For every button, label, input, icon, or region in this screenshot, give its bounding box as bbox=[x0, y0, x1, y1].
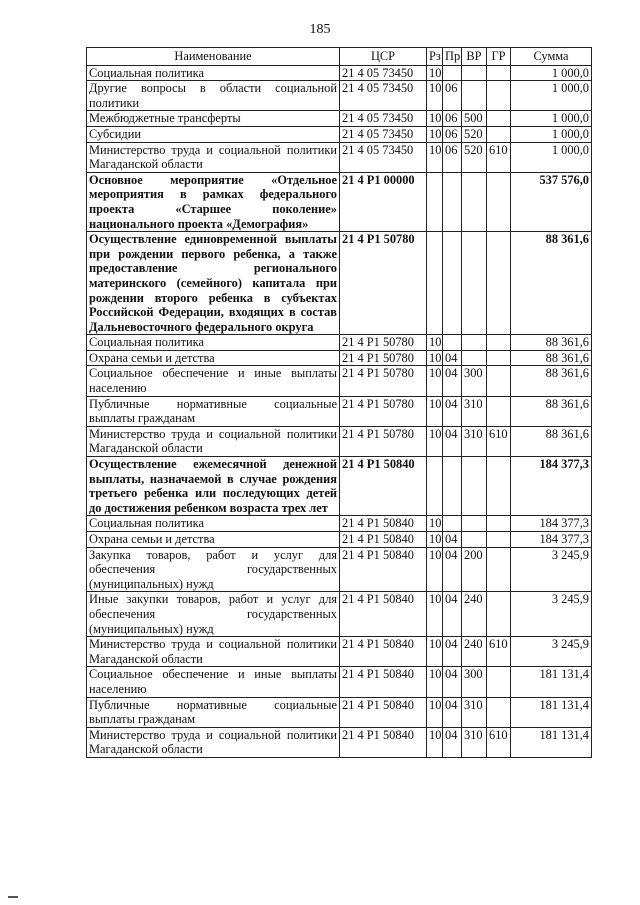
cell-sum: 1 000,0 bbox=[511, 126, 592, 142]
cell-csr: 21 4 P1 00000 bbox=[340, 172, 427, 231]
cell-csr: 21 4 P1 50840 bbox=[340, 457, 427, 516]
cell-pr: 06 bbox=[443, 126, 462, 142]
cell-csr: 21 4 P1 50840 bbox=[340, 727, 427, 757]
cell-sum: 181 131,4 bbox=[511, 667, 592, 697]
cell-pr: 04 bbox=[443, 697, 462, 727]
cell-name: Другие вопросы в области социальной политики bbox=[87, 81, 340, 111]
cell-rz: 10 bbox=[427, 111, 443, 127]
cell-csr: 21 4 P1 50840 bbox=[340, 637, 427, 667]
cell-pr bbox=[443, 232, 462, 335]
cell-rz: 10 bbox=[427, 350, 443, 366]
cell-sum: 88 361,6 bbox=[511, 232, 592, 335]
cell-rz: 10 bbox=[427, 727, 443, 757]
table-row bbox=[87, 637, 592, 667]
cell-rz: 10 bbox=[427, 426, 443, 456]
header-rz: Рз bbox=[427, 48, 443, 66]
table-row bbox=[87, 426, 592, 456]
cell-csr: 21 4 P1 50840 bbox=[340, 667, 427, 697]
table-header-row bbox=[87, 48, 592, 66]
cell-rz: 10 bbox=[427, 547, 443, 592]
cell-pr bbox=[443, 172, 462, 231]
cell-vr: 500 bbox=[462, 111, 487, 127]
cell-gr: 610 bbox=[487, 426, 511, 456]
cell-sum: 88 361,6 bbox=[511, 350, 592, 366]
cell-name: Осуществление единовременной выплаты при рождении первого ребенка, а также предоставление регионального материнского (семейного) капитала при рождении второго ребенка в субъектах Российской Федерации, входящих в состав Дальневосточного федерального округа bbox=[87, 232, 340, 335]
cell-pr: 06 bbox=[443, 142, 462, 172]
cell-name: Социальная политика bbox=[87, 65, 340, 81]
cell-name: Охрана семьи и детства bbox=[87, 350, 340, 366]
cell-sum: 181 131,4 bbox=[511, 727, 592, 757]
cell-name: Осуществление ежемесячной денежной выплаты, назначаемой в случае рождения третьего ребенка или последующих детей до достижения ребенком возраста трех лет bbox=[87, 457, 340, 516]
cell-gr bbox=[487, 126, 511, 142]
cell-sum: 184 377,3 bbox=[511, 457, 592, 516]
cell-rz: 10 bbox=[427, 126, 443, 142]
cell-csr: 21 4 P1 50780 bbox=[340, 426, 427, 456]
cell-gr: 610 bbox=[487, 142, 511, 172]
cell-vr: 310 bbox=[462, 426, 487, 456]
cell-rz: 10 bbox=[427, 142, 443, 172]
cell-pr: 06 bbox=[443, 111, 462, 127]
cell-rz: 10 bbox=[427, 637, 443, 667]
table-row bbox=[87, 111, 592, 127]
table-row bbox=[87, 350, 592, 366]
cell-pr: 04 bbox=[443, 532, 462, 548]
header-vr: ВР bbox=[462, 48, 487, 66]
cell-name: Социальная политика bbox=[87, 516, 340, 532]
cell-rz: 10 bbox=[427, 366, 443, 396]
cell-gr bbox=[487, 366, 511, 396]
table-row bbox=[87, 335, 592, 351]
cell-vr bbox=[462, 532, 487, 548]
cell-csr: 21 4 P1 50780 bbox=[340, 350, 427, 366]
table-row bbox=[87, 396, 592, 426]
cell-csr: 21 4 P1 50840 bbox=[340, 516, 427, 532]
cell-name: Социальное обеспечение и иные выплаты населению bbox=[87, 366, 340, 396]
table-row bbox=[87, 81, 592, 111]
cell-vr bbox=[462, 350, 487, 366]
cell-pr: 04 bbox=[443, 592, 462, 637]
cell-pr: 04 bbox=[443, 396, 462, 426]
cell-sum: 1 000,0 bbox=[511, 142, 592, 172]
cell-name: Иные закупки товаров, работ и услуг для обеспечения государственных (муниципальных) нужд bbox=[87, 592, 340, 637]
table-row bbox=[87, 727, 592, 757]
cell-rz bbox=[427, 457, 443, 516]
header-sum: Сумма bbox=[511, 48, 592, 66]
cell-csr: 21 4 P1 50780 bbox=[340, 232, 427, 335]
cell-csr: 21 4 P1 50840 bbox=[340, 592, 427, 637]
cell-name: Публичные нормативные социальные выплаты гражданам bbox=[87, 396, 340, 426]
cell-rz: 10 bbox=[427, 81, 443, 111]
table-row bbox=[87, 366, 592, 396]
cell-name: Закупка товаров, работ и услуг для обеспечения государственных (муниципальных) нужд bbox=[87, 547, 340, 592]
header-csr: ЦСР bbox=[340, 48, 427, 66]
cell-gr: 610 bbox=[487, 727, 511, 757]
cell-rz: 10 bbox=[427, 65, 443, 81]
cell-gr bbox=[487, 335, 511, 351]
cell-csr: 21 4 P1 50780 bbox=[340, 335, 427, 351]
cell-csr: 21 4 P1 50840 bbox=[340, 532, 427, 548]
cell-gr bbox=[487, 667, 511, 697]
cell-vr: 310 bbox=[462, 396, 487, 426]
cell-sum: 537 576,0 bbox=[511, 172, 592, 231]
cell-pr: 04 bbox=[443, 547, 462, 592]
cell-sum: 88 361,6 bbox=[511, 426, 592, 456]
cell-sum: 88 361,6 bbox=[511, 335, 592, 351]
cell-name: Межбюджетные трансферты bbox=[87, 111, 340, 127]
cell-vr: 300 bbox=[462, 667, 487, 697]
cell-csr: 21 4 05 73450 bbox=[340, 126, 427, 142]
cell-gr bbox=[487, 350, 511, 366]
table-row bbox=[87, 667, 592, 697]
header-pr: Пр bbox=[443, 48, 462, 66]
cell-csr: 21 4 P1 50780 bbox=[340, 396, 427, 426]
table-row bbox=[87, 457, 592, 516]
cell-vr: 310 bbox=[462, 697, 487, 727]
cell-vr bbox=[462, 232, 487, 335]
cell-vr bbox=[462, 335, 487, 351]
cell-gr bbox=[487, 81, 511, 111]
cell-gr bbox=[487, 592, 511, 637]
table-row bbox=[87, 65, 592, 81]
cell-sum: 88 361,6 bbox=[511, 366, 592, 396]
cell-pr bbox=[443, 65, 462, 81]
table-row bbox=[87, 547, 592, 592]
cell-name: Министерство труда и социальной политики Магаданской области bbox=[87, 426, 340, 456]
header-name: Наименование bbox=[87, 48, 340, 66]
cell-name: Министерство труда и социальной политики Магаданской области bbox=[87, 637, 340, 667]
cell-gr bbox=[487, 697, 511, 727]
scan-mark bbox=[8, 896, 18, 898]
cell-vr: 240 bbox=[462, 592, 487, 637]
cell-vr bbox=[462, 81, 487, 111]
cell-pr: 06 bbox=[443, 81, 462, 111]
cell-gr bbox=[487, 232, 511, 335]
cell-sum: 3 245,9 bbox=[511, 592, 592, 637]
cell-name: Охрана семьи и детства bbox=[87, 532, 340, 548]
cell-rz: 10 bbox=[427, 335, 443, 351]
cell-pr: 04 bbox=[443, 667, 462, 697]
budget-table bbox=[86, 47, 592, 758]
cell-vr: 240 bbox=[462, 637, 487, 667]
table-row bbox=[87, 697, 592, 727]
cell-sum: 184 377,3 bbox=[511, 516, 592, 532]
cell-rz bbox=[427, 232, 443, 335]
table-row bbox=[87, 532, 592, 548]
cell-rz: 10 bbox=[427, 667, 443, 697]
cell-name: Министерство труда и социальной политики Магаданской области bbox=[87, 142, 340, 172]
cell-csr: 21 4 05 73450 bbox=[340, 65, 427, 81]
cell-csr: 21 4 05 73450 bbox=[340, 142, 427, 172]
cell-vr bbox=[462, 457, 487, 516]
cell-gr bbox=[487, 532, 511, 548]
cell-gr bbox=[487, 396, 511, 426]
cell-vr bbox=[462, 172, 487, 231]
table-row bbox=[87, 232, 592, 335]
cell-gr bbox=[487, 65, 511, 81]
cell-vr: 310 bbox=[462, 727, 487, 757]
cell-csr: 21 4 05 73450 bbox=[340, 81, 427, 111]
cell-pr bbox=[443, 335, 462, 351]
cell-rz: 10 bbox=[427, 697, 443, 727]
cell-name: Министерство труда и социальной политики Магаданской области bbox=[87, 727, 340, 757]
cell-pr: 04 bbox=[443, 727, 462, 757]
cell-csr: 21 4 P1 50840 bbox=[340, 697, 427, 727]
cell-sum: 88 361,6 bbox=[511, 396, 592, 426]
cell-csr: 21 4 P1 50840 bbox=[340, 547, 427, 592]
cell-name: Основное мероприятие «Отдельное мероприятия в рамках федерального проекта «Старшее поколение» национального проекта «Демография» bbox=[87, 172, 340, 231]
cell-csr: 21 4 P1 50780 bbox=[340, 366, 427, 396]
cell-name: Публичные нормативные социальные выплаты гражданам bbox=[87, 697, 340, 727]
cell-name: Социальная политика bbox=[87, 335, 340, 351]
cell-sum: 181 131,4 bbox=[511, 697, 592, 727]
cell-gr bbox=[487, 457, 511, 516]
table-row bbox=[87, 516, 592, 532]
cell-pr bbox=[443, 516, 462, 532]
cell-pr: 04 bbox=[443, 350, 462, 366]
cell-rz: 10 bbox=[427, 592, 443, 637]
cell-sum: 1 000,0 bbox=[511, 111, 592, 127]
cell-sum: 184 377,3 bbox=[511, 532, 592, 548]
cell-vr: 300 bbox=[462, 366, 487, 396]
table-row bbox=[87, 126, 592, 142]
table-row bbox=[87, 592, 592, 637]
cell-pr bbox=[443, 457, 462, 516]
cell-gr bbox=[487, 547, 511, 592]
table-body bbox=[87, 65, 592, 757]
cell-rz: 10 bbox=[427, 396, 443, 426]
cell-csr: 21 4 05 73450 bbox=[340, 111, 427, 127]
cell-rz: 10 bbox=[427, 532, 443, 548]
header-gr: ГР bbox=[487, 48, 511, 66]
cell-pr: 04 bbox=[443, 366, 462, 396]
cell-sum: 3 245,9 bbox=[511, 547, 592, 592]
cell-vr bbox=[462, 65, 487, 81]
cell-gr: 610 bbox=[487, 637, 511, 667]
cell-vr: 200 bbox=[462, 547, 487, 592]
table-row bbox=[87, 172, 592, 231]
cell-rz bbox=[427, 172, 443, 231]
cell-pr: 04 bbox=[443, 637, 462, 667]
cell-gr bbox=[487, 111, 511, 127]
cell-gr bbox=[487, 516, 511, 532]
cell-vr: 520 bbox=[462, 142, 487, 172]
cell-gr bbox=[487, 172, 511, 231]
cell-rz: 10 bbox=[427, 516, 443, 532]
cell-sum: 3 245,9 bbox=[511, 637, 592, 667]
table-row bbox=[87, 142, 592, 172]
cell-name: Социальное обеспечение и иные выплаты населению bbox=[87, 667, 340, 697]
cell-sum: 1 000,0 bbox=[511, 81, 592, 111]
cell-name: Субсидии bbox=[87, 126, 340, 142]
cell-sum: 1 000,0 bbox=[511, 65, 592, 81]
page-number: 185 bbox=[309, 22, 331, 37]
cell-vr bbox=[462, 516, 487, 532]
cell-vr: 520 bbox=[462, 126, 487, 142]
cell-pr: 04 bbox=[443, 426, 462, 456]
